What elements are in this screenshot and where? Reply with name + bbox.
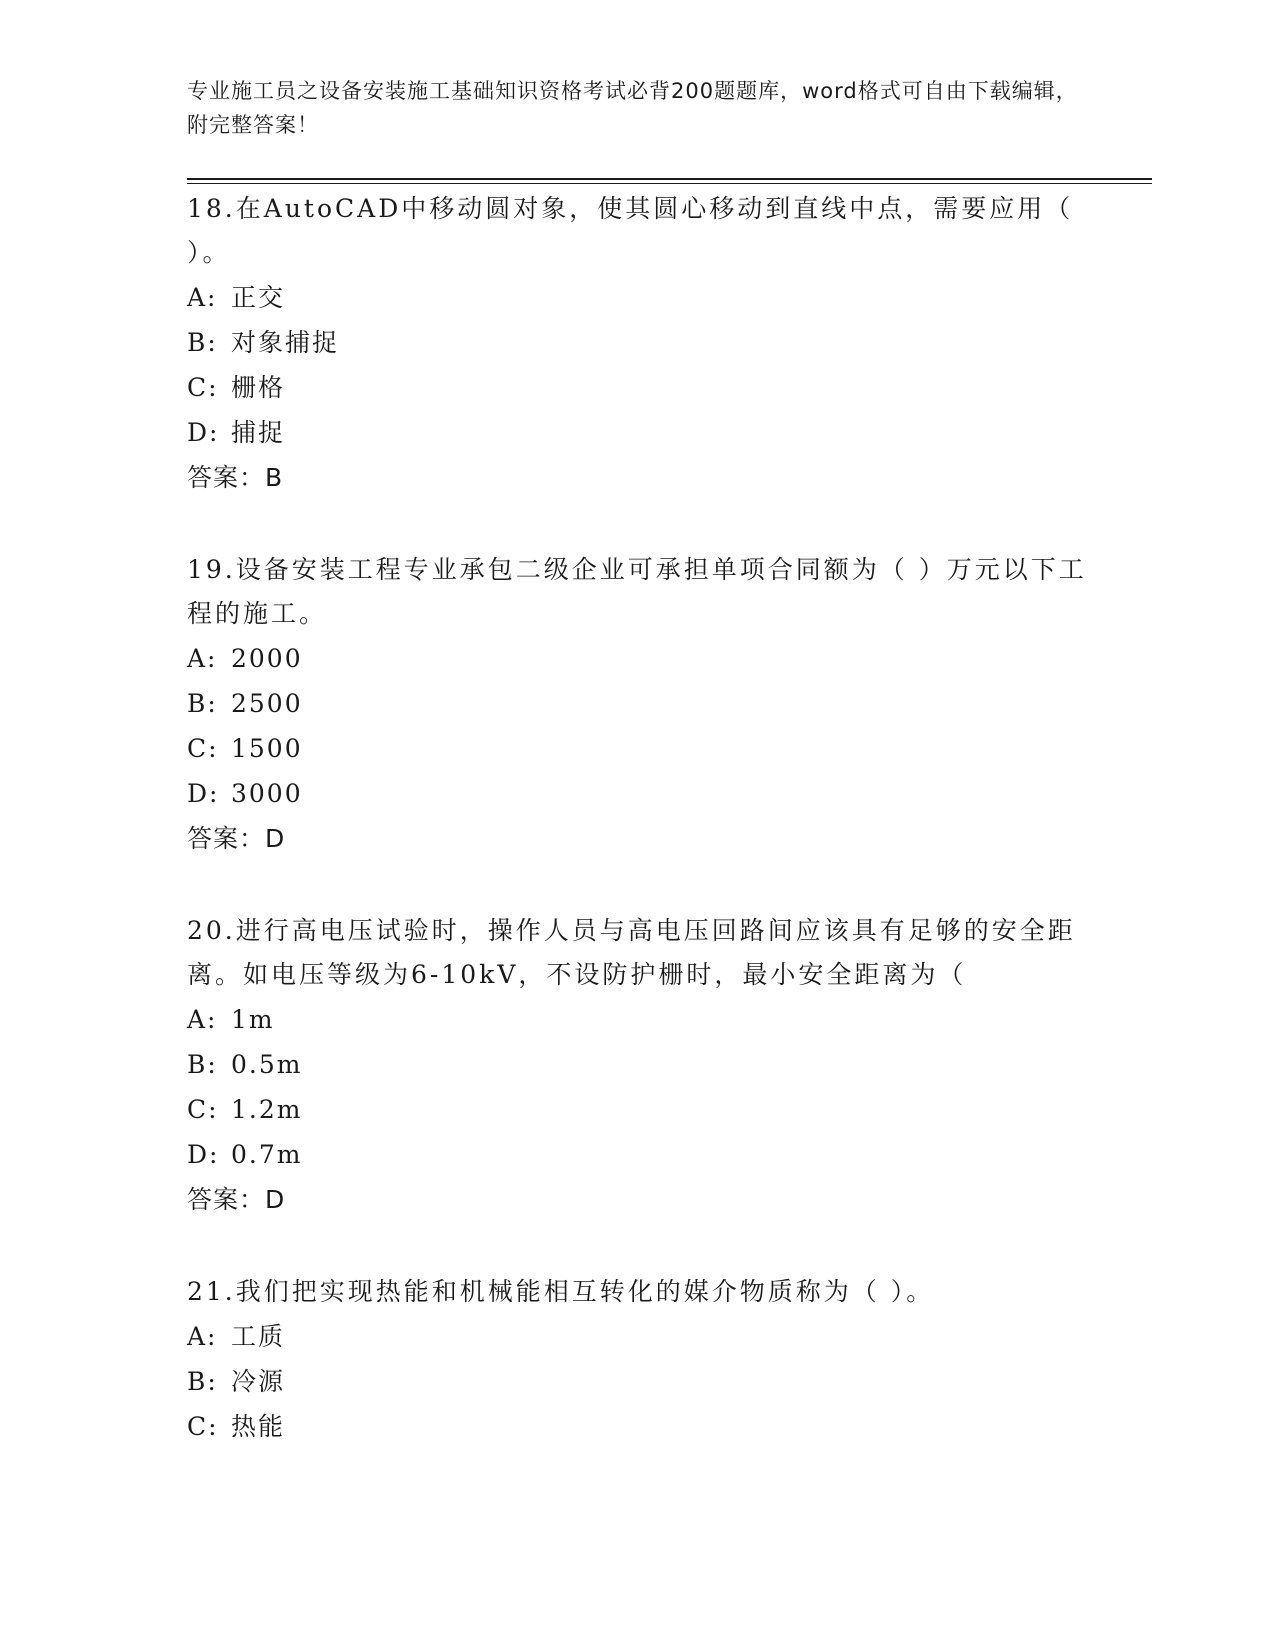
question-20 <box>187 909 1087 1222</box>
answer-line: 答案：B <box>187 463 284 492</box>
option-c <box>187 1404 1087 1449</box>
option-c <box>187 726 1087 771</box>
option-text: 1m <box>231 1005 275 1034</box>
option-letter: A: <box>187 1322 218 1351</box>
option-b <box>187 320 1087 365</box>
option-letter: B: <box>187 689 218 718</box>
option-text: 3000 <box>231 779 303 808</box>
option-text: 工质 <box>231 1322 286 1351</box>
header-divider-thick <box>187 178 1152 180</box>
option-text: 冷源 <box>231 1367 286 1396</box>
option-letter: B: <box>187 328 218 357</box>
question-19 <box>187 548 1087 861</box>
option-text: 1500 <box>231 734 303 763</box>
option-d <box>187 1132 1087 1177</box>
option-letter: D: <box>187 779 220 808</box>
option-b <box>187 681 1087 726</box>
option-b <box>187 1359 1087 1404</box>
option-text: 正交 <box>231 283 286 312</box>
option-d <box>187 410 1087 455</box>
question-text: 19.设备安装工程专业承包二级企业可承担单项合同额为（ ）万元以下工程的施工。 <box>187 555 1087 628</box>
option-letter: B: <box>187 1367 218 1396</box>
option-c <box>187 365 1087 410</box>
option-letter: C: <box>187 734 219 763</box>
option-letter: C: <box>187 1412 219 1441</box>
option-c <box>187 1087 1087 1132</box>
option-letter: D: <box>187 418 220 447</box>
option-a <box>187 636 1087 681</box>
question-21 <box>187 1270 1087 1449</box>
option-a <box>187 275 1087 320</box>
answer-line: 答案：D <box>187 824 286 853</box>
option-letter: C: <box>187 373 219 402</box>
option-letter: B: <box>187 1050 218 1079</box>
option-b <box>187 1042 1087 1087</box>
option-letter: D: <box>187 1140 220 1169</box>
option-text: 捕捉 <box>231 418 286 447</box>
option-text: 2000 <box>231 644 303 673</box>
option-text: 0.7m <box>231 1140 303 1169</box>
option-letter: A: <box>187 644 218 673</box>
option-letter: C: <box>187 1095 219 1124</box>
header-divider-thin <box>187 183 1152 184</box>
answer-line: 答案：D <box>187 1185 286 1214</box>
option-d <box>187 771 1087 816</box>
question-text: 20.进行高电压试验时，操作人员与高电压回路间应该具有足够的安全距离。如电压等级为6-10kV，不设防护栅时，最小安全距离为（ <box>187 916 1076 989</box>
question-text: 21.我们把实现热能和机械能相互转化的媒介物质称为（ ）。 <box>187 1277 935 1306</box>
option-text: 热能 <box>231 1412 286 1441</box>
option-text: 栅格 <box>231 373 286 402</box>
option-a <box>187 1314 1087 1359</box>
document-header: 专业施工员之设备安装施工基础知识资格考试必背200题题库，word格式可自由下载编辑，附完整答案！ <box>187 79 1078 137</box>
question-text: 18.在AutoCAD中移动圆对象，使其圆心移动到直线中点，需要应用（ ）。 <box>187 194 1074 267</box>
option-letter: A: <box>187 1005 218 1034</box>
question-18 <box>187 187 1087 500</box>
option-text: 对象捕捉 <box>231 328 340 357</box>
option-text: 1.2m <box>231 1095 303 1124</box>
option-text: 0.5m <box>231 1050 303 1079</box>
option-a <box>187 997 1087 1042</box>
option-letter: A: <box>187 283 218 312</box>
option-text: 2500 <box>231 689 303 718</box>
